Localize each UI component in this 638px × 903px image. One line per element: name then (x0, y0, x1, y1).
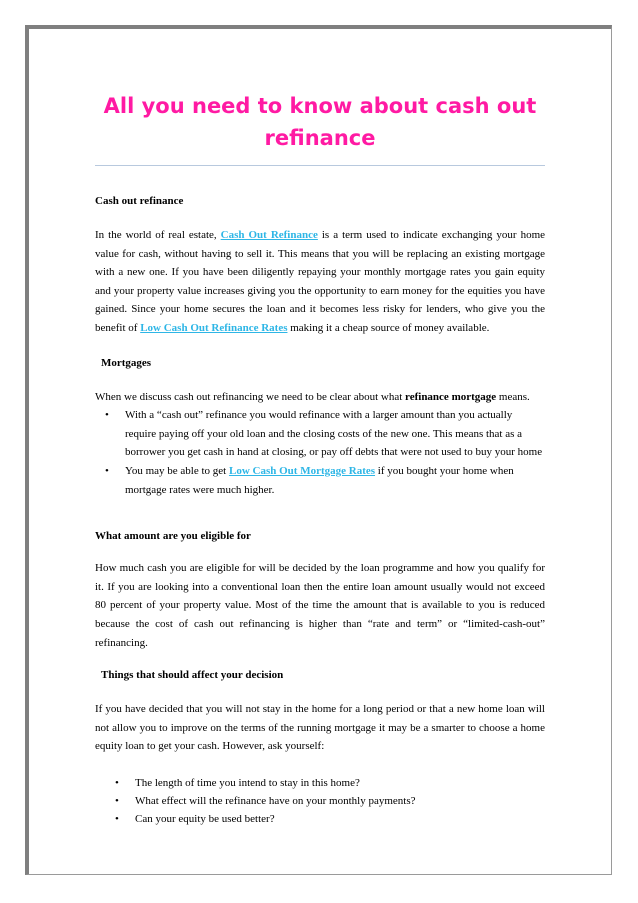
text-span: You may be able to get (125, 464, 229, 477)
heading-decision-factors: Things that should affect your decision (101, 669, 284, 682)
bullet-icon: • (115, 812, 119, 825)
text-span: When we discuss cash out refinancing we need to be clear about what (95, 390, 406, 403)
paragraph-eligible-amount: How much cash you are eligible for will be decided by the loan programme and how you qualify for it. If you are looking into a conventional loan then the entire loan amount usually would not exceed 80 percent of your property value. Most of the time the amount that is available to you is reduced because the cost of cash out refinancing is higher than “rate and term” or “limited-cash-out” refinancing. (95, 562, 545, 649)
text-span: is a term used to indicate exchanging your home value for cash, without having to sell it. This means that you will be replacing an existing mortgage with a new one. If you have been diligently repaying your monthly mortgage rates you gain equity and your property value increases giving you the opportunity to earn money for the equities you have gained. Since your home secures the loan and it becomes less risky for lenders, who give you the benefit of (95, 229, 546, 334)
link-cash-out-refinance[interactable]: Cash Out Refinance (220, 229, 318, 241)
text-span: means. (496, 390, 530, 403)
term-refinance-mortgage: refinance mortgage (405, 390, 497, 403)
bullet-icon: • (105, 409, 109, 422)
paragraph-mortgages (95, 388, 545, 407)
heading-eligible-amount: What amount are you eligible for (95, 530, 251, 543)
list-item-text: With a “cash out” refinance you would refinance with a larger amount than you actually require paying off your old loan and the closing costs of the new one. This means that as a borrower you get cash in hand at closing, or pay off debts that were not used to buy your home (125, 409, 543, 459)
questions-bullet-list (95, 774, 545, 828)
text-span: if you bought your home when mortgage rates were much higher. (125, 464, 514, 496)
bullet-icon: • (115, 794, 119, 807)
document-content (95, 90, 545, 828)
link-low-cash-out-refinance-rates[interactable]: Low Cash Out Refinance Rates (140, 321, 288, 334)
heading-cash-out-refinance: Cash out refinance (95, 195, 184, 207)
link-low-cash-out-mortgage-rates[interactable]: Low Cash Out Mortgage Rates (228, 464, 376, 477)
list-item (115, 774, 545, 792)
mortgage-bullet-list (95, 406, 545, 499)
title-divider (95, 165, 545, 166)
list-item (115, 810, 545, 828)
text-span: making it a cheap source of money available. (287, 321, 490, 334)
list-item-text: What effect will the refinance have on your monthly payments? (135, 794, 416, 807)
bullet-icon: • (105, 464, 109, 477)
list-item-text: Can your equity be used better? (135, 812, 275, 825)
paragraph-intro (95, 226, 545, 338)
paragraph-decision: If you have decided that you will not stay in the home for a long period or that a new home loan will not allow you to improve on the terms of the running mortgage it may be a smarter to choose a home equity loan to get your cash. However, ask yourself: (95, 703, 545, 753)
list-item (105, 462, 545, 499)
list-item (105, 406, 545, 462)
heading-mortgages: Mortgages (101, 356, 152, 369)
page-title: All you need to know about cash out refinance (103, 94, 537, 150)
bullet-icon: • (115, 776, 119, 789)
list-item-text: The length of time you intend to stay in this home? (135, 776, 360, 789)
list-item (115, 792, 545, 810)
text-span: In the world of real estate, (95, 229, 221, 241)
